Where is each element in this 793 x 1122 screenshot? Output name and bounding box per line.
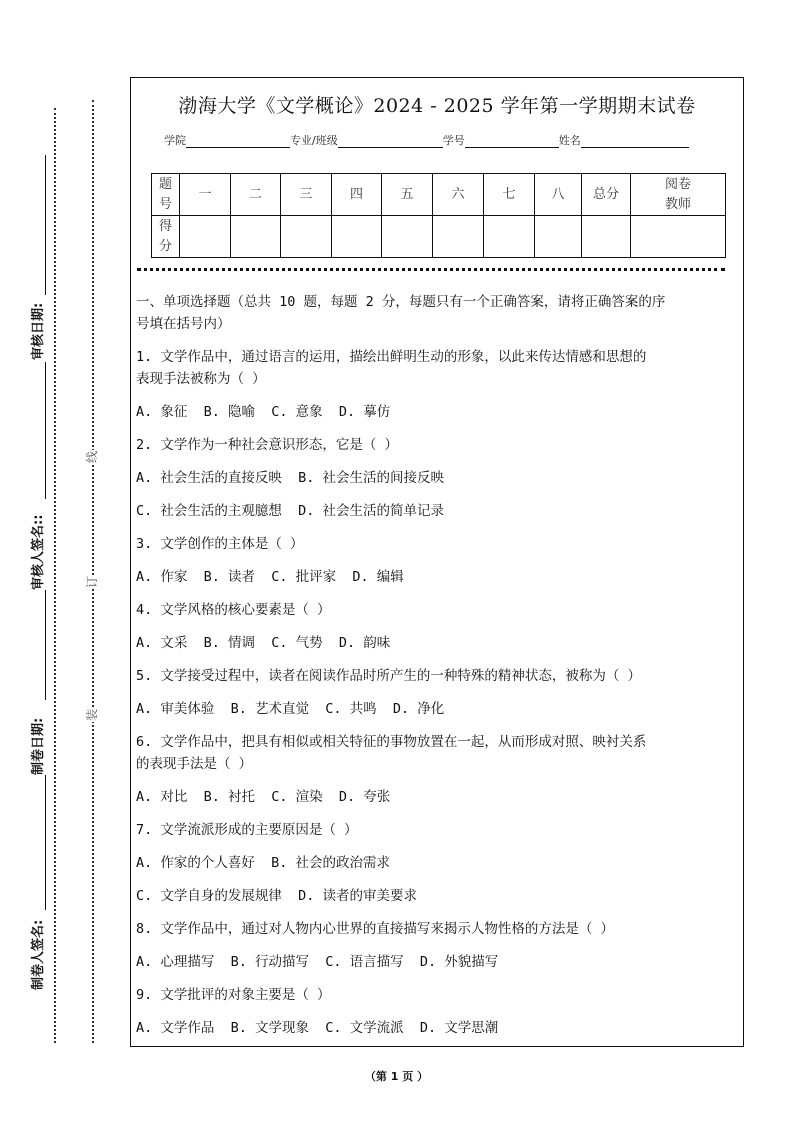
exam-page-frame — [130, 77, 744, 1047]
column-header: 六 — [433, 174, 484, 216]
maker-signature-underline — [45, 775, 46, 910]
college-field[interactable] — [186, 135, 290, 148]
score-cell[interactable] — [332, 216, 382, 258]
question-stem: 1. 文学作品中，通过语言的运用，描绘出鲜明生动的形象，以此来传达情感和思想的 表现手法被称为（ ） — [136, 349, 647, 387]
dotted-separator — [137, 268, 725, 271]
question-7 — [136, 819, 740, 907]
question-2 — [136, 434, 740, 522]
score-cell[interactable] — [180, 216, 231, 258]
total-score-cell[interactable] — [582, 216, 631, 258]
question-3 — [136, 533, 740, 588]
score-row — [152, 216, 726, 258]
score-cell[interactable] — [382, 216, 433, 258]
column-header-total: 总分 — [582, 174, 631, 216]
question-options: A. 心理描写 B. 行动描写 C. 语言描写 D. 外貌描写 — [136, 954, 499, 970]
column-header: 四 — [332, 174, 382, 216]
major-class-label: 专业/班级 — [290, 134, 338, 147]
score-cell[interactable] — [433, 216, 484, 258]
reviewer-signature-underline — [45, 362, 46, 499]
score-cell[interactable] — [535, 216, 582, 258]
college-label: 学院 — [164, 134, 186, 147]
seal-char-xian: 线 — [85, 451, 99, 464]
reviewer-signature-label: 审核人签名:: — [31, 514, 46, 590]
major-class-field[interactable] — [338, 135, 443, 148]
column-header-grader: 阅卷 教师 — [631, 174, 726, 216]
seal-char-ding: 订 — [85, 576, 99, 589]
score-cell[interactable] — [231, 216, 281, 258]
score-cell[interactable] — [281, 216, 332, 258]
exam-title: 渤海大学《文学概论》2024 - 2025 学年第一学期期末试卷 — [178, 95, 696, 117]
question-options: C. 文学自身的发展规律 D. 读者的审美要求 — [136, 888, 418, 904]
question-8 — [136, 918, 740, 973]
question-options: A. 文采 B. 情调 C. 气势 D. 韵味 — [136, 635, 391, 651]
row-header-score: 得 分 — [152, 216, 180, 258]
question-options: A. 象征 B. 隐喻 C. 意象 D. 摹仿 — [136, 404, 391, 420]
maker-date-label: 制卷日期: — [31, 717, 46, 775]
question-stem: 9. 文学批评的对象主要是（ ） — [136, 987, 331, 1003]
question-9 — [136, 984, 740, 1039]
column-header: 三 — [281, 174, 332, 216]
row-header-question-number: 题 号 — [152, 174, 180, 216]
column-header: 五 — [382, 174, 433, 216]
seal-char-zhuang: 装 — [85, 709, 99, 722]
section-title: 一、单项选择题（总共 10 题，每题 2 分，每题只有一个正确答案，请将正确答案的序 号填在括号内） — [136, 294, 666, 332]
question-stem: 2. 文学作为一种社会意识形态，它是（ ） — [136, 437, 399, 453]
review-date-label: 审核日期: — [31, 302, 46, 360]
question-options: A. 作家 B. 读者 C. 批评家 D. 编辑 — [136, 569, 404, 585]
question-stem: 4. 文学风格的核心要素是（ ） — [136, 602, 331, 618]
question-stem: 5. 文学接受过程中，读者在阅读作品时所产生的一种特殊的精神状态，被称为（ ） — [136, 668, 642, 684]
question-number-row — [152, 174, 726, 216]
name-label: 姓名 — [558, 134, 581, 147]
column-header: 八 — [535, 174, 582, 216]
page-number: （第 1 页 ） — [364, 1070, 429, 1083]
column-header: 二 — [231, 174, 281, 216]
question-1 — [136, 346, 740, 423]
question-5 — [136, 665, 740, 720]
name-field[interactable] — [581, 135, 689, 148]
score-cell[interactable] — [484, 216, 535, 258]
question-stem: 7. 文学流派形成的主要原因是（ ） — [136, 822, 358, 838]
question-4 — [136, 599, 740, 654]
column-header: 一 — [180, 174, 231, 216]
question-6 — [136, 731, 740, 808]
question-options: A. 对比 B. 衬托 C. 渲染 D. 夸张 — [136, 789, 391, 805]
maker-signature-label: 制卷人签名: — [31, 919, 46, 990]
binding-dotted-line-outer — [54, 108, 56, 1043]
section-single-choice — [136, 291, 740, 1050]
question-stem: 3. 文学创作的主体是（ ） — [136, 536, 304, 552]
student-id-field[interactable] — [465, 135, 559, 148]
student-id-label: 学号 — [442, 134, 465, 147]
question-options: A. 作家的个人喜好 B. 社会的政治需求 — [136, 855, 391, 871]
question-options: A. 审美体验 B. 艺术直觉 C. 共鸣 D. 净化 — [136, 701, 445, 717]
question-stem: 8. 文学作品中，通过对人物内心世界的直接描写来揭示人物性格的方法是（ ） — [136, 921, 615, 937]
score-table — [151, 173, 726, 258]
question-options: A. 社会生活的直接反映 B. 社会生活的间接反映 — [136, 470, 445, 486]
column-header: 七 — [484, 174, 535, 216]
grader-cell[interactable] — [631, 216, 726, 258]
question-options: A. 文学作品 B. 文学现象 C. 文学流派 D. 文学思潮 — [136, 1020, 499, 1036]
question-options: C. 社会生活的主观臆想 D. 社会生活的简单记录 — [136, 503, 445, 519]
student-info-row — [164, 132, 689, 148]
maker-date-underline — [45, 590, 46, 700]
binding-dotted-line-inner — [92, 100, 94, 1043]
review-date-underline — [45, 155, 46, 295]
question-stem: 6. 文学作品中，把具有相似或相关特征的事物放置在一起，从而形成对照、映衬关系 的表现手法是（ ） — [136, 734, 647, 772]
